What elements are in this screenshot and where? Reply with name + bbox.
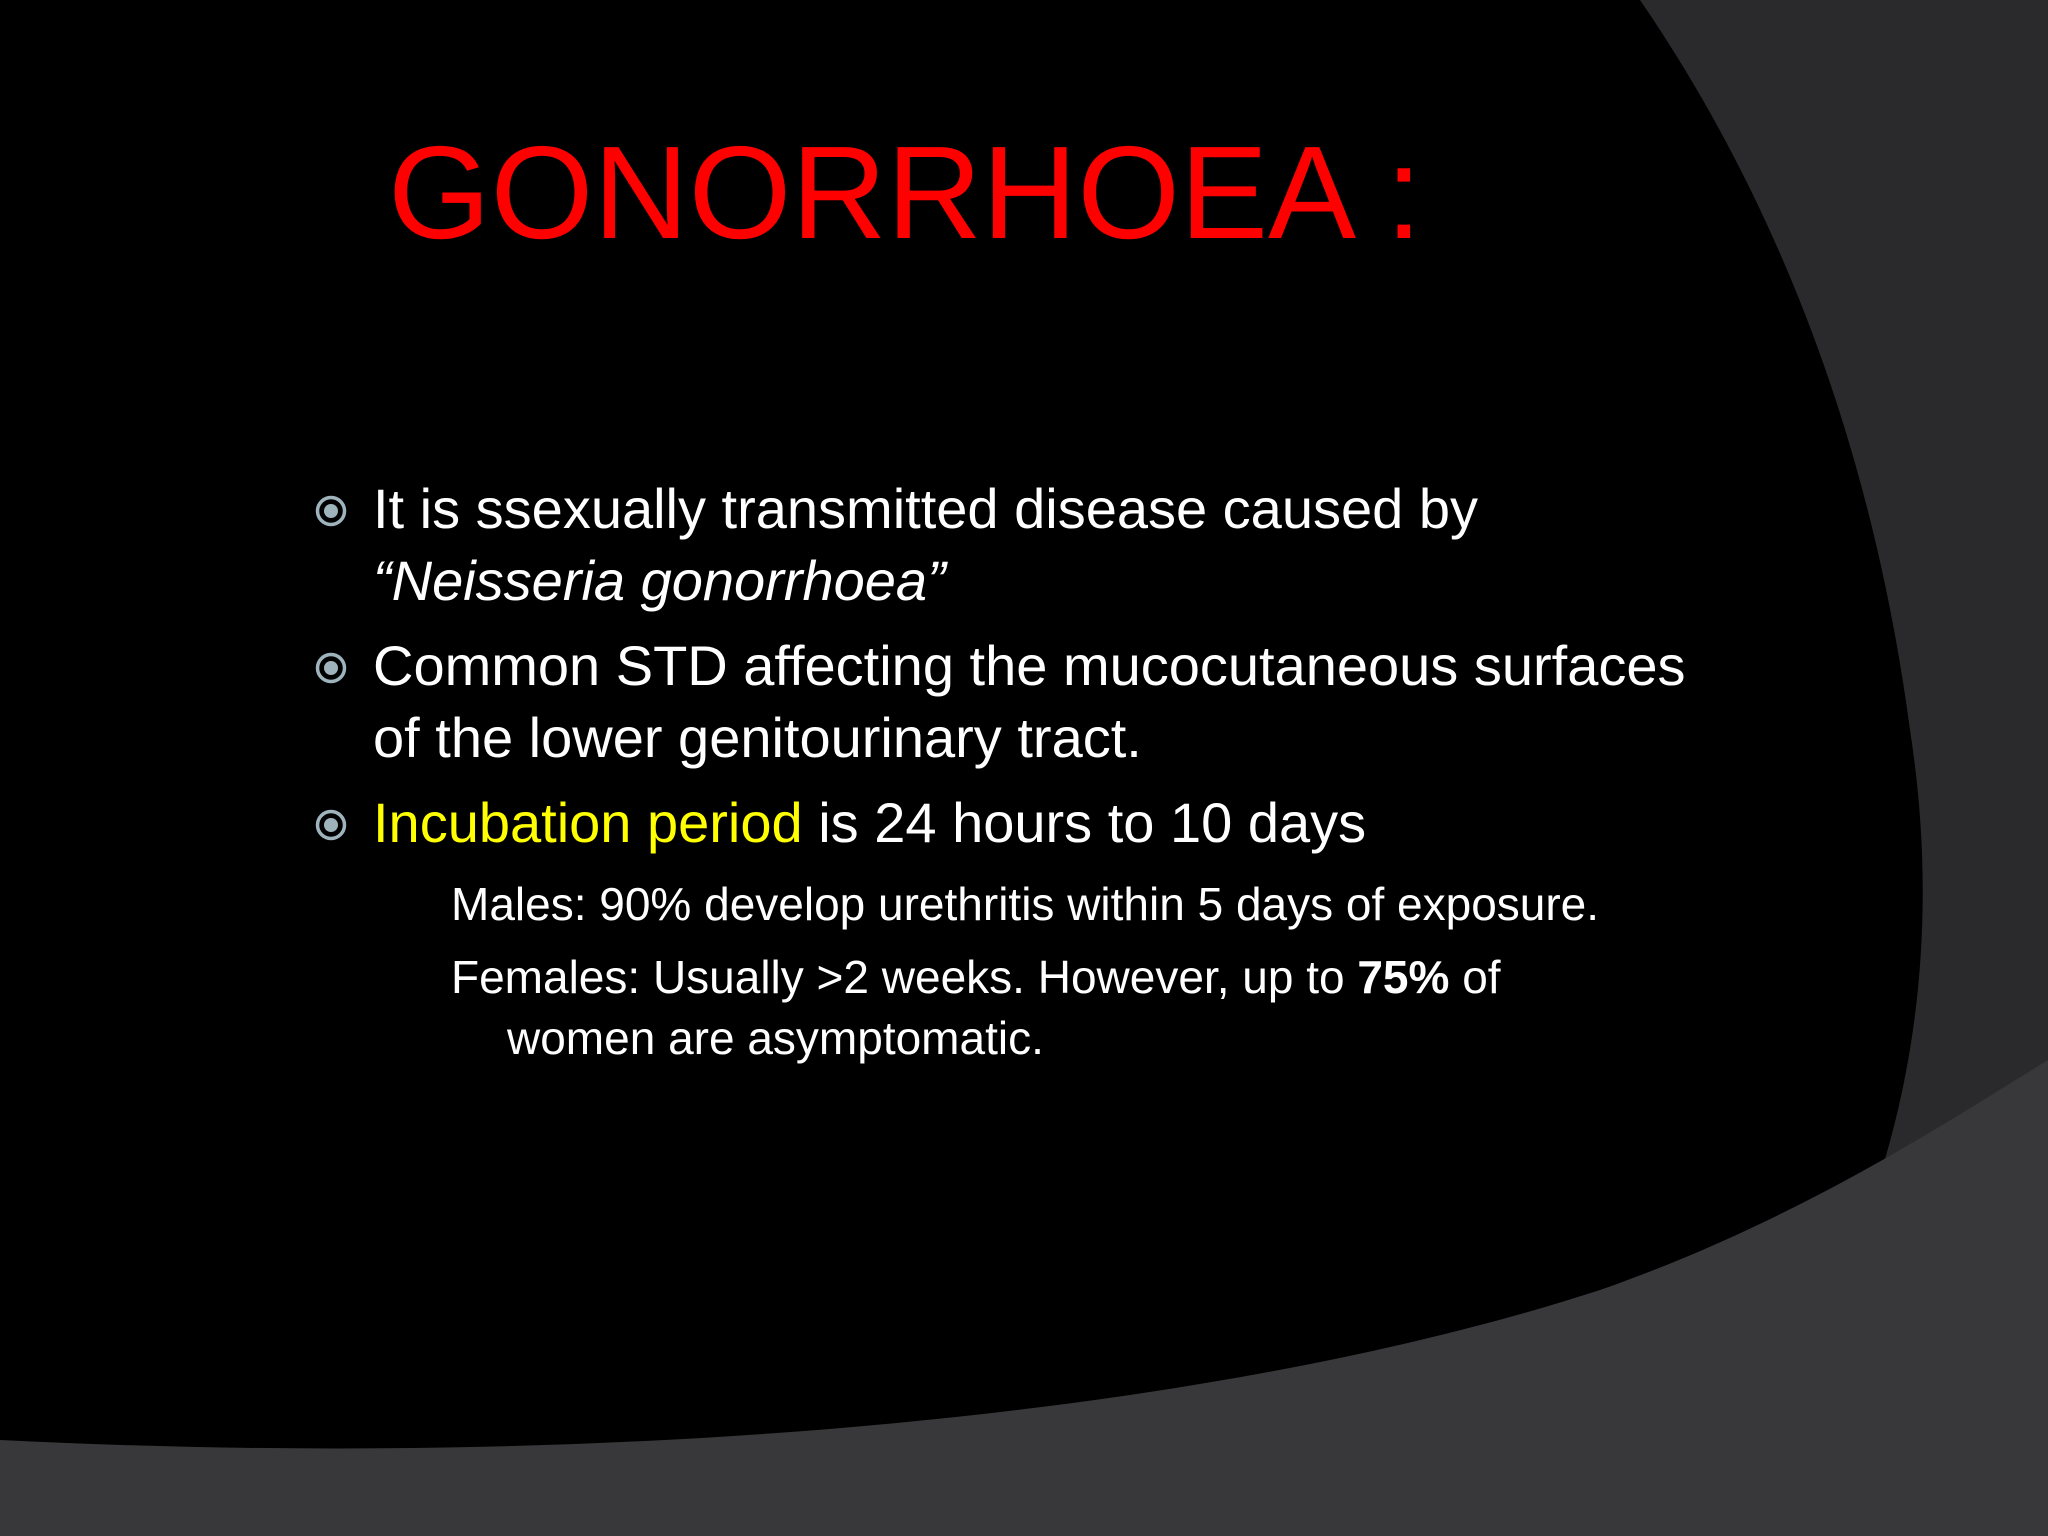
- circled-dot-icon: [314, 808, 348, 842]
- sub-item-females-text: Females: Usually >2 weeks. However, up to: [451, 951, 1358, 1003]
- sub-item-males: Males: 90% develop urethritis within 5 days of exposure.: [451, 878, 1600, 930]
- sub-item-females: [451, 947, 1501, 1007]
- bullet-2-text-continued: of the lower genitourinary tract.: [373, 706, 1142, 769]
- bullet-2-text: Common STD affecting the mucocutaneous surfaces: [373, 634, 1686, 697]
- asymptomatic-percentage: 75%: [1357, 951, 1450, 1003]
- bullet-3-text: [373, 787, 1366, 859]
- bullet-1-text: It is ssexually transmitted disease caused by: [373, 477, 1478, 540]
- sub-item-females-continued: women are asymptomatic.: [507, 1012, 1044, 1064]
- circled-dot-icon: [314, 651, 348, 685]
- circled-dot-icon: [314, 494, 348, 528]
- incubation-period-highlight: Incubation period: [373, 791, 803, 854]
- sub-item-females-text-end: of: [1449, 951, 1501, 1003]
- incubation-period-duration: is 24 hours to 10 days: [802, 791, 1367, 854]
- bullet-1-organism-name: “Neisseria gonorrhoea”: [373, 549, 946, 612]
- slide-title: GONORRHOEA :: [388, 119, 1423, 266]
